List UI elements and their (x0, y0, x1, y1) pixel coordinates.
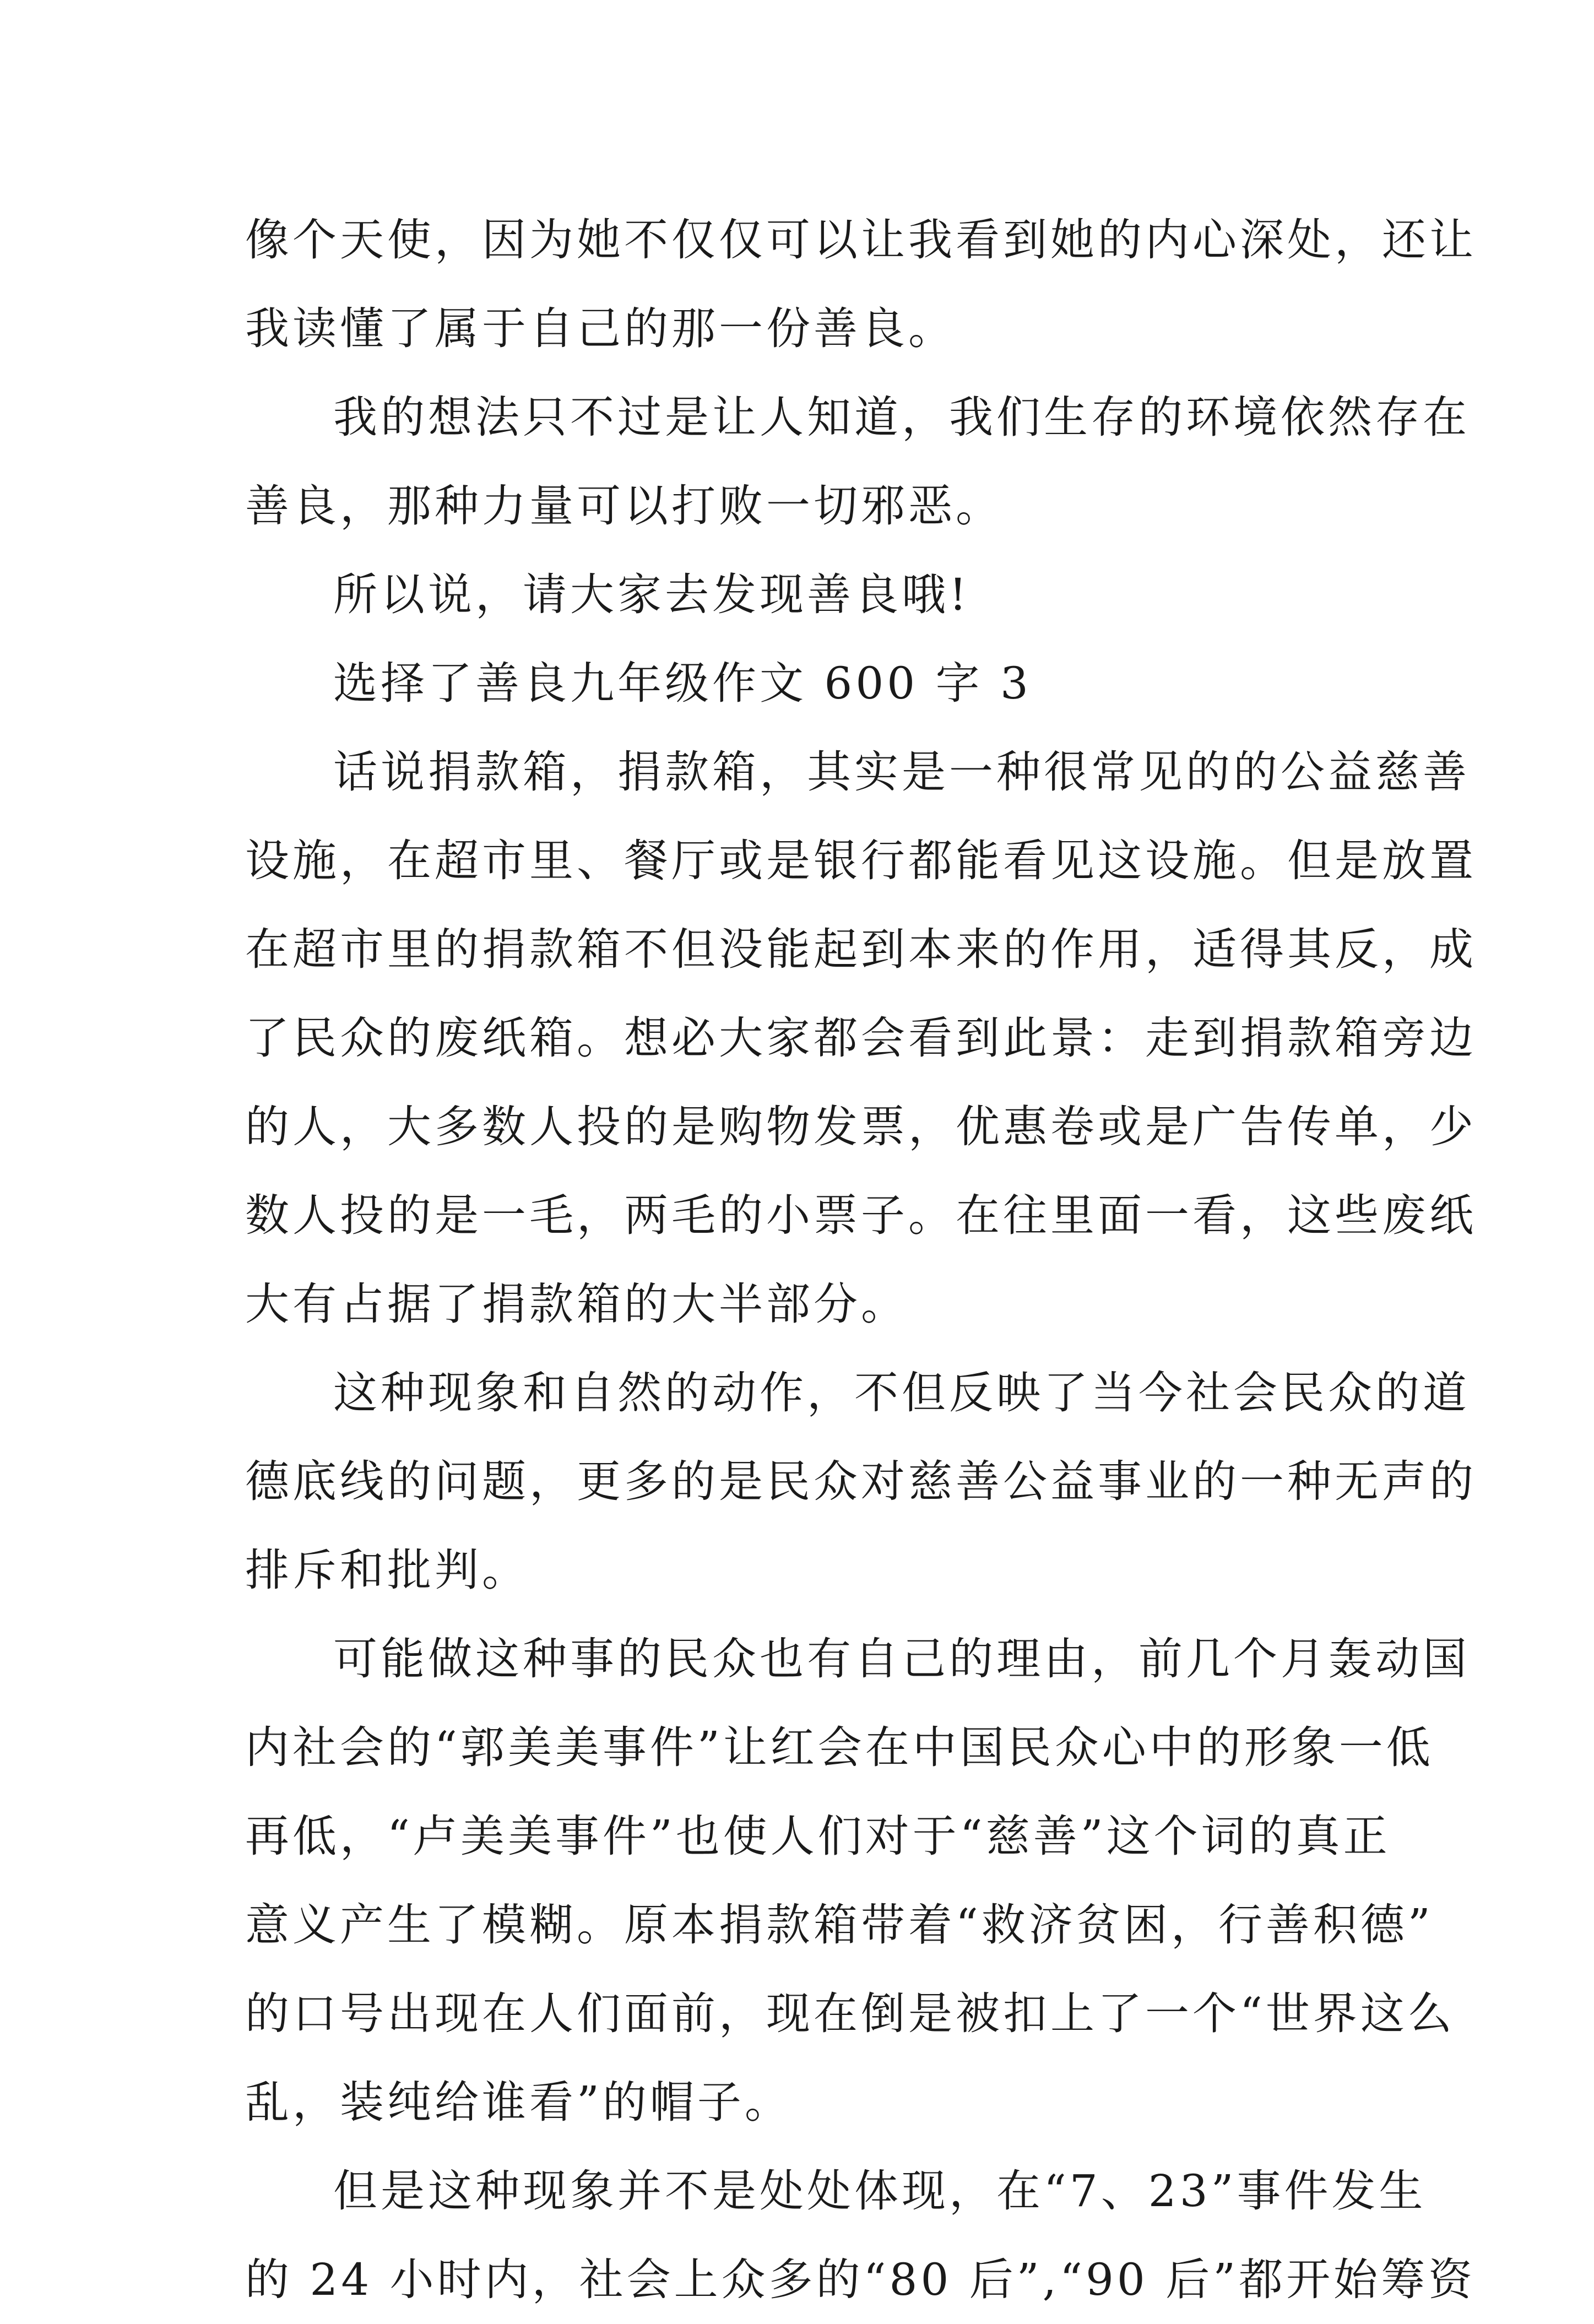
text-line: 话说捐款箱，捐款箱，其实是一种很常见的的公益慈善 (333, 746, 1470, 798)
text-line: 善良，那种力量可以打败一切邪恶。 (245, 480, 1003, 532)
text-line: 我读懂了属于自己的那一份善良。 (245, 303, 956, 354)
text-line: 在超市里的捐款箱不但没能起到本来的作用，适得其反，成 (245, 924, 1477, 975)
text-line: 的 24 小时内，社会上众多的“80 后”,“90 后”都开始筹资 (245, 2254, 1476, 2305)
body-text (245, 196, 1477, 2324)
text-line: 德底线的问题，更多的是民众对慈善公益事业的一种无声的 (245, 1456, 1477, 1507)
text-line: 这种现象和自然的动作，不但反映了当今社会民众的道 (333, 1367, 1470, 1418)
text-line: 乱，装纯给谁看”的帽子。 (245, 2077, 792, 2128)
text-line: 大有占据了捐款箱的大半部分。 (245, 1279, 908, 1330)
text-line: 意义产生了模糊。原本捐款箱带着“救济贫困，行善积德” (245, 1899, 1434, 1951)
text-line: 内社会的“郭美美事件”让红会在中国民众心中的形象一低 (245, 1722, 1434, 1773)
text-line: 数人投的是一毛，两毛的小票子。在往里面一看，这些废纸 (245, 1190, 1477, 1241)
text-line: 可能做这种事的民众也有自己的理由，前几个月轰动国 (333, 1633, 1470, 1684)
text-line: 排斥和批判。 (245, 1545, 529, 1596)
text-line: 了民众的废纸箱。想必大家都会看到此景：走到捐款箱旁边 (245, 1012, 1477, 1064)
text-line: 设施，在超市里、餐厅或是银行都能看见这设施。但是放置 (245, 835, 1477, 886)
text-line: 选择了善良九年级作文 600 字 3 (333, 658, 1032, 709)
text-line: 我的想法只不过是让人知道，我们生存的环境依然存在 (333, 392, 1470, 443)
text-line: 再低，“卢美美事件”也使人们对于“慈善”这个词的真正 (245, 1811, 1391, 1862)
text-line: 所以说，请大家去发现善良哦! (333, 569, 971, 620)
text-line: 像个天使，因为她不仅仅可以让我看到她的内心深处，还让 (245, 214, 1477, 266)
text-line: 的口号出现在人们面前，现在倒是被扣上了一个“世界这么 (245, 1988, 1455, 2039)
text-line: 但是这种现象并不是处处体现，在“7、23”事件发生 (333, 2165, 1427, 2217)
text-line: 的人，大多数人投的是购物发票，优惠卷或是广告传单，少 (245, 1101, 1477, 1152)
